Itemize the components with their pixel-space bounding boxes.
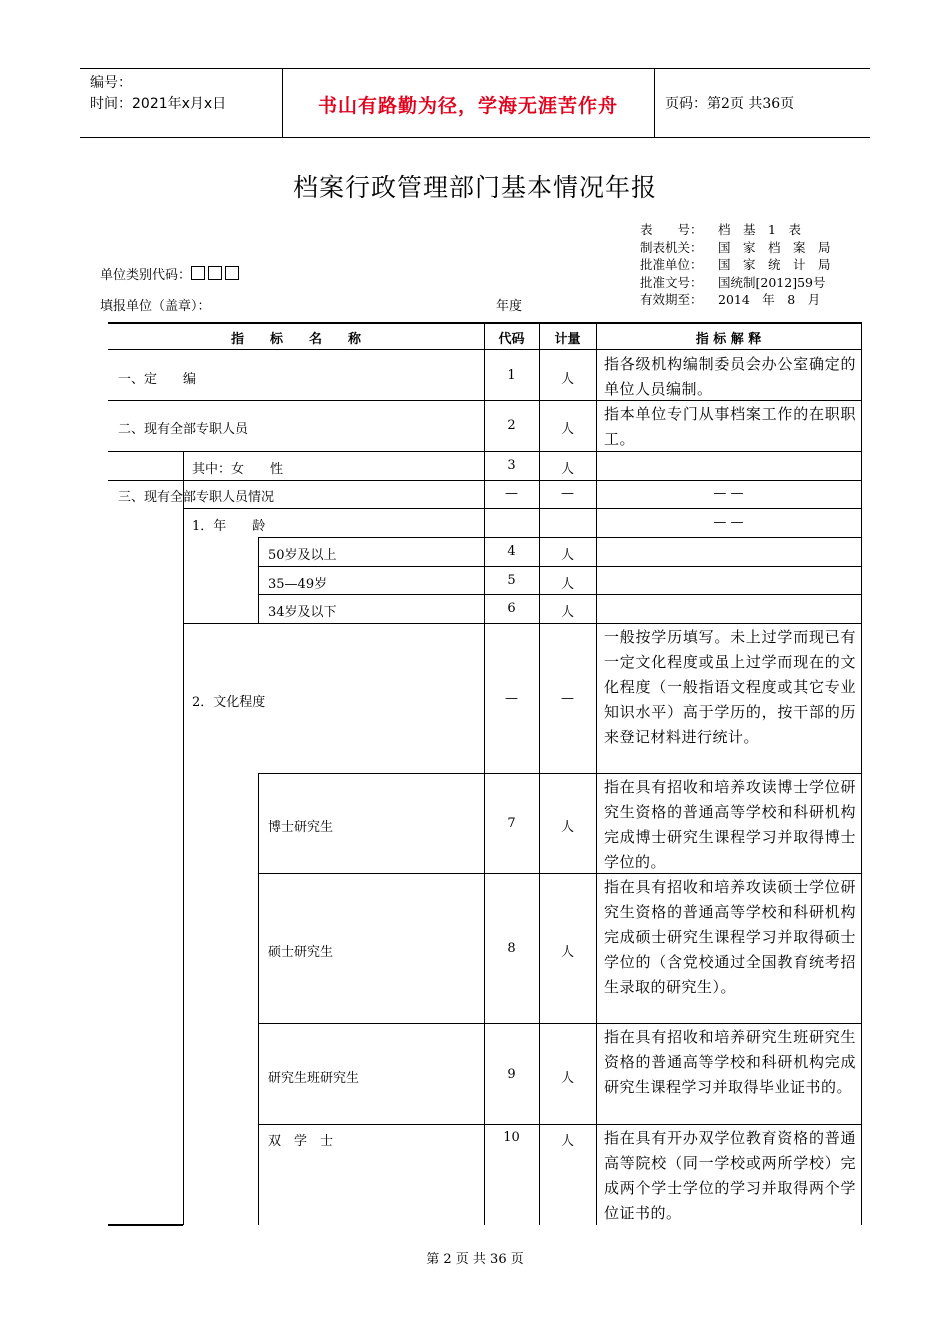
table-rule [258, 1023, 862, 1024]
row-name: 一、定 编 [118, 372, 197, 387]
table-rule [183, 451, 184, 1225]
row-unit: 人 [560, 605, 574, 620]
meta-value: 2014 年 8 月 [718, 292, 821, 307]
table-rule [258, 773, 862, 774]
row-name: 研究生班研究生 [268, 1071, 360, 1086]
table-rule [108, 480, 862, 481]
row-code: — [505, 486, 518, 501]
header-explain: 指 标 解 释 [695, 332, 762, 347]
row-explain: 指本单位专门从事档案工作的在职职工。 [604, 405, 856, 448]
header-name: 指 标 名 称 [230, 332, 361, 347]
row-name: 双 学 士 [268, 1134, 334, 1149]
row-unit: 人 [560, 945, 574, 960]
time-label: 时间：2021年x月x日 [90, 96, 227, 112]
meta-label: 有效期至： [640, 292, 703, 307]
meta-value: 国 家 统 计 局 [718, 257, 831, 272]
row-unit: — [561, 691, 574, 706]
table-rule [258, 566, 862, 567]
table-rule [108, 322, 862, 324]
row-explain: 一般按学历填写。未上过学而现已有一定文化程度或虽上过学而现在的文化程度（一般指语文程度或其它专业知识水平）高于学历的，按干部的历来登记材料进行统计。 [604, 628, 856, 746]
header-unit: 计量 [554, 332, 581, 347]
row-explain: — — [713, 486, 744, 501]
fill-unit-label: 填报单位（盖章）： [100, 299, 211, 314]
row-explain: 指在具有招收和培养攻读硕士学位研究生资格的普通高等学校和科研机构完成硕士研究生课程学习并取得硕士学位的（含党校通过全国教育统考招生录取的研究生）。 [604, 878, 856, 996]
row-code: 7 [507, 816, 516, 831]
page-title: 档案行政管理部门基本情况年报 [292, 173, 657, 202]
row-unit: 人 [560, 372, 574, 387]
table-rule [183, 623, 862, 624]
row-explain: 指在具有招收和培养研究生班研究生资格的普通高等学校和科研机构完成研究生课程学习并取得毕业证书的。 [604, 1028, 856, 1096]
row-code: 5 [507, 573, 516, 588]
row-explain: 指在具有开办双学位教育资格的普通高等院校（同一学校或两所学校）完成两个学士学位的学习并取得两个学位证书的。 [604, 1129, 856, 1222]
row-name: 二、现有全部专职人员 [118, 422, 249, 437]
serial-label: 编号： [90, 75, 132, 91]
row-code: 4 [507, 544, 516, 559]
row-name: 1．年 龄 [192, 519, 266, 534]
meta-value: 国统制[2012]59号 [718, 274, 826, 290]
row-name: 50岁及以上 [268, 548, 337, 563]
row-code: 8 [507, 941, 516, 956]
table-rule [258, 537, 862, 538]
meta-label: 批准文号： [640, 274, 703, 290]
header-code: 代码 [498, 332, 525, 347]
meta-label: 制表机关： [640, 239, 703, 255]
page-info: 页码：第2页 共36页 [665, 96, 795, 112]
motto: 书山有路勤为径，学海无涯苦作舟 [317, 95, 618, 117]
row-unit: 人 [560, 1134, 574, 1149]
row-code: 3 [507, 458, 516, 473]
meta-value: 国 家 档 案 局 [718, 239, 831, 255]
table-rule [258, 594, 862, 595]
meta-label: 表 号： [640, 222, 703, 237]
row-name: 硕士研究生 [268, 945, 334, 960]
row-name: 34岁及以下 [268, 605, 337, 620]
row-unit: — [561, 486, 574, 501]
unit-code-label: 单位类别代码： [100, 268, 192, 283]
row-unit: 人 [560, 548, 574, 563]
row-unit: 人 [560, 577, 574, 592]
year-label: 年度 [496, 299, 523, 314]
row-unit: 人 [560, 422, 574, 437]
table-rule [596, 323, 597, 1225]
table-rule [861, 323, 862, 1225]
row-code: 9 [507, 1067, 516, 1082]
table-rule [258, 773, 259, 1225]
meta-value: 档 基 1 表 [718, 222, 801, 237]
row-code: 6 [507, 601, 516, 616]
row-explain: 指在具有招收和培养攻读博士学位研究生资格的普通高等学校和科研机构完成博士研究生课程学习并取得博士学位的。 [604, 778, 856, 871]
table-rule [258, 1124, 862, 1125]
row-code: 1 [507, 368, 516, 383]
row-name: 博士研究生 [268, 820, 334, 835]
row-unit: 人 [560, 462, 574, 477]
row-unit: 人 [560, 1071, 574, 1086]
row-unit: 人 [560, 820, 574, 835]
row-name: 35—49岁 [268, 577, 328, 592]
row-explain: 指各级机构编制委员会办公室确定的单位人员编制。 [604, 355, 856, 398]
row-code: — [505, 691, 518, 706]
row-name: 其中：女 性 [192, 462, 284, 477]
table-rule [108, 1224, 183, 1226]
meta-label: 批准单位： [640, 257, 703, 272]
table-rule [108, 349, 862, 350]
row-code: 2 [507, 418, 516, 433]
row-name: 2．文化程度 [192, 695, 266, 710]
row-code: 10 [503, 1130, 520, 1145]
table-rule [258, 537, 259, 623]
row-name: 三、现有全部专职人员情况 [118, 490, 275, 505]
page-footer: 第 2 页 共 36 页 [426, 1252, 524, 1267]
table-rule [183, 508, 862, 509]
row-explain: — — [713, 515, 744, 530]
